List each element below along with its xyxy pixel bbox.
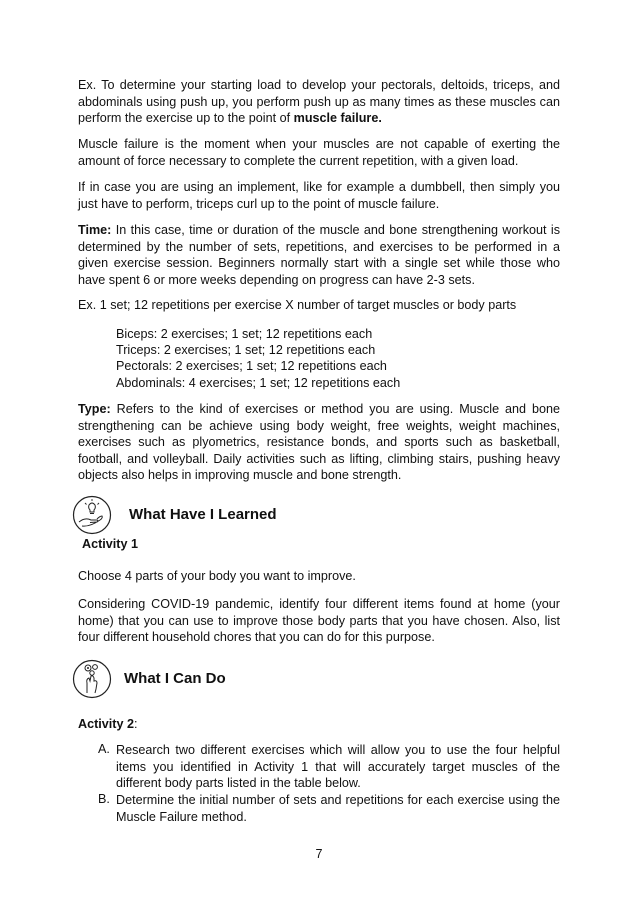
- activity-2-heading: [78, 717, 138, 731]
- paragraph-implement: If in case you are using an implement, like for example a dumbbell, then simply you just have to perform, triceps curl up to the point of muscle failure.: [78, 180, 560, 211]
- paragraph-type: [78, 401, 560, 484]
- item-marker: A.: [98, 742, 110, 756]
- activity-2-colon: :: [134, 717, 138, 731]
- example-item: Pectorals: 2 exercises; 1 set; 12 repetitions each: [116, 359, 387, 374]
- example-item: Abdominals: 4 exercises; 1 set; 12 repetitions each: [116, 375, 401, 390]
- item-marker: B.: [98, 792, 110, 806]
- activity-1-instruction: Choose 4 parts of your body you want to improve.: [78, 569, 356, 583]
- item-text: Research two different exercises which will allow you to use the four helpful items you identified in Activity 1 that will accurately target muscles of the different body parts listed in the table below.: [116, 743, 560, 790]
- lightbulb-hand-icon: [72, 495, 112, 535]
- example-list: [116, 326, 400, 391]
- section-title-what-i-can-do: What I Can Do: [124, 670, 226, 687]
- time-text: In this case, time or duration of the muscle and bone strengthening workout is determined by the number of sets, repetitions, and exercises to be performed in a given exercise session. Beginners normally start with a single set while those who have spent 6 or more weeks depending on progress can have 2-3 sets.: [78, 223, 560, 287]
- paragraph-muscle-failure: Muscle failure is the moment when your muscles are not capable of exerting the amount of force necessary to complete the current repetition, with a given load.: [78, 137, 560, 168]
- example-item: Triceps: 2 exercises; 1 set; 12 repetitions each: [116, 343, 376, 358]
- paragraph-example-line: Ex. 1 set; 12 repetitions per exercise X number of target muscles or body parts: [78, 298, 517, 312]
- paragraph-pushup-example: [78, 77, 560, 127]
- type-label: Type:: [78, 402, 111, 416]
- paragraph-time: [78, 222, 560, 288]
- paragraph-text: Ex. To determine your starting load to develop your pectorals, deltoids, triceps, and abdominals using push up, you perform push up as many times as these muscles can perform the exercise up to the point of: [78, 78, 560, 125]
- bold-term: muscle failure.: [293, 111, 382, 125]
- type-text: Refers to the kind of exercises or method you are using. Muscle and bone strengthening can be achieve using body weight, free weights, weight machines, exercises such as plyometrics, resistance bonds, and sports such as basketball, football, and volleyball. Daily activities such as lifting, climbing stairs, pushing heavy objects also helps in improving muscle and bone strength.: [78, 402, 560, 482]
- example-item: Biceps: 2 exercises; 1 set; 12 repetitions each: [116, 327, 373, 341]
- activity-2-label: Activity 2: [78, 717, 134, 731]
- section-title-what-have-i-learned: What Have I Learned: [129, 506, 277, 523]
- activity-1-paragraph: Considering COVID-19 pandemic, identify four different items found at home (your home) that you can use to improve those body parts that you have chosen. Also, list four different household chores that you can do for this purpose.: [78, 597, 560, 644]
- gears-hand-icon: [72, 659, 112, 699]
- page-number: 7: [315, 847, 323, 861]
- activity-1-label: Activity 1: [82, 537, 138, 551]
- item-text: Determine the initial number of sets and repetitions for each exercise using the Muscle Failure method.: [116, 793, 560, 824]
- time-label: Time:: [78, 223, 112, 237]
